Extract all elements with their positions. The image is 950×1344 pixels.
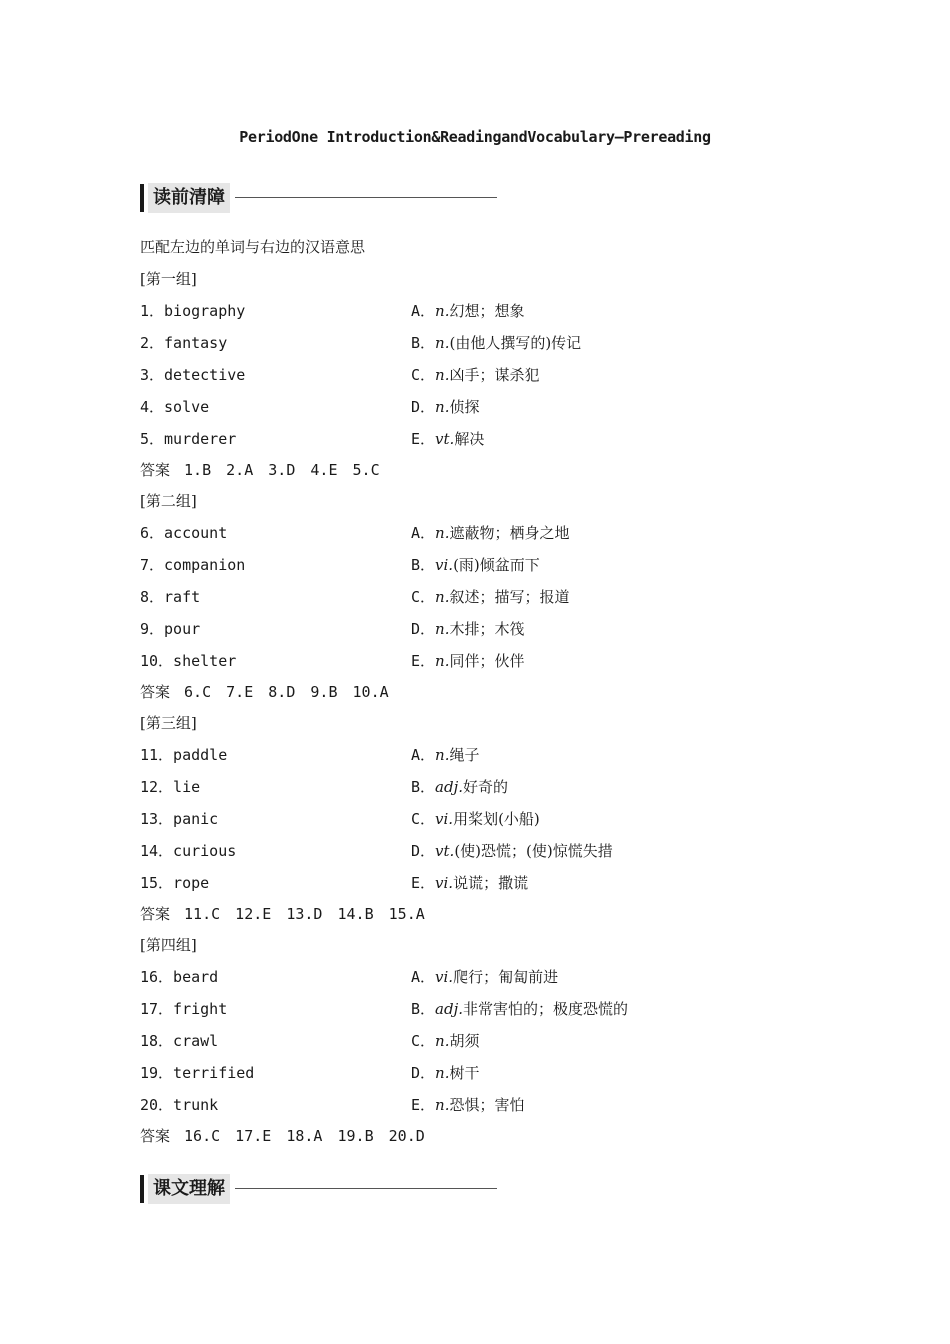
- vocab-meaning: [411, 967, 558, 987]
- option-letter: C．: [411, 587, 436, 606]
- part-of-speech: adj.: [435, 777, 463, 796]
- vocab-meaning: [411, 999, 628, 1019]
- vocab-row: [140, 555, 840, 577]
- part-of-speech: n.: [435, 1031, 450, 1050]
- part-of-speech: n.: [435, 365, 450, 384]
- option-letter: E．: [411, 429, 436, 448]
- meaning-text: 木排；木筏: [449, 619, 525, 638]
- answer-label: 答案: [140, 683, 171, 702]
- vocab-word: 6．account: [140, 523, 228, 542]
- vocab-meaning: [411, 301, 524, 321]
- part-of-speech: n.: [435, 1095, 450, 1114]
- group-label: [第一组]: [140, 270, 197, 288]
- vocab-row: [140, 999, 840, 1021]
- vocab-row: [140, 841, 840, 863]
- section-title: 读前清障: [148, 183, 230, 213]
- option-letter: A．: [411, 523, 436, 542]
- vocab-row: [140, 587, 840, 609]
- vocab-row: [140, 429, 840, 451]
- meaning-text: 非常害怕的；极度恐慌的: [463, 999, 629, 1018]
- instruction-text: 匹配左边的单词与右边的汉语意思: [140, 238, 366, 256]
- vocab-meaning: [411, 777, 508, 797]
- vocab-meaning: [411, 397, 479, 417]
- part-of-speech: adj.: [435, 999, 463, 1018]
- part-of-speech: n.: [435, 301, 450, 320]
- vocab-word: 12．lie: [140, 777, 201, 796]
- meaning-text: 叙述；描写；报道: [449, 587, 570, 606]
- vocab-row: [140, 809, 840, 831]
- meaning-text: 胡须: [449, 1031, 480, 1050]
- vocab-row: [140, 523, 840, 545]
- vocab-row: [140, 1063, 840, 1085]
- vocab-meaning: [411, 1095, 524, 1115]
- meaning-text: 好奇的: [463, 777, 509, 796]
- option-letter: D．: [411, 1063, 436, 1082]
- answer-line: [140, 904, 425, 924]
- vocab-meaning: [411, 619, 524, 639]
- vocab-meaning: [411, 523, 569, 543]
- section-bar: [140, 184, 144, 212]
- meaning-text: 幻想；想象: [449, 301, 525, 320]
- option-letter: B．: [411, 555, 436, 574]
- meaning-text: 说谎；撒谎: [453, 873, 529, 892]
- meaning-text: 侦探: [449, 397, 480, 416]
- option-letter: A．: [411, 967, 436, 986]
- option-letter: B．: [411, 333, 436, 352]
- vocab-meaning: [411, 745, 479, 765]
- answer-label: 答案: [140, 905, 171, 924]
- meaning-text: 用桨划(小船): [453, 809, 540, 828]
- part-of-speech: n.: [435, 619, 450, 638]
- vocab-word: 20．trunk: [140, 1095, 219, 1114]
- part-of-speech: vt.: [435, 841, 455, 860]
- vocab-meaning: [411, 429, 484, 449]
- vocab-meaning: [411, 587, 569, 607]
- option-letter: A．: [411, 745, 436, 764]
- vocab-row: [140, 967, 840, 989]
- option-letter: E．: [411, 651, 436, 670]
- vocab-word: 7．companion: [140, 555, 246, 574]
- part-of-speech: n.: [435, 333, 450, 352]
- part-of-speech: vi.: [435, 809, 454, 828]
- vocab-word: 11．paddle: [140, 745, 228, 764]
- section-rule: [235, 197, 497, 198]
- vocab-word: 14．curious: [140, 841, 237, 860]
- vocab-meaning: [411, 873, 528, 893]
- vocab-word: 9．pour: [140, 619, 201, 638]
- part-of-speech: vi.: [435, 967, 454, 986]
- meaning-text: 凶手；谋杀犯: [449, 365, 540, 384]
- option-letter: C．: [411, 365, 436, 384]
- answer-line: [140, 682, 389, 702]
- vocab-row: [140, 1031, 840, 1053]
- vocab-meaning: [411, 555, 540, 575]
- section-bar: [140, 1175, 144, 1203]
- group-label: [第三组]: [140, 714, 197, 732]
- answer-values: 6.C 7.E 8.D 9.B 10.A: [184, 683, 389, 702]
- option-letter: E．: [411, 1095, 436, 1114]
- vocab-word: 10．shelter: [140, 651, 237, 670]
- answer-values: 1.B 2.A 3.D 4.E 5.C: [184, 461, 380, 480]
- answer-label: 答案: [140, 461, 171, 480]
- meaning-text: 恐惧；害怕: [449, 1095, 525, 1114]
- vocab-word: 19．terrified: [140, 1063, 255, 1082]
- option-letter: D．: [411, 397, 436, 416]
- vocab-row: [140, 745, 840, 767]
- meaning-text: 爬行；匍匐前进: [453, 967, 559, 986]
- part-of-speech: n.: [435, 397, 450, 416]
- meaning-text: 绳子: [449, 745, 480, 764]
- group-label: [第二组]: [140, 492, 197, 510]
- vocab-word: 2．fantasy: [140, 333, 228, 352]
- vocab-word: 5．murderer: [140, 429, 237, 448]
- meaning-text: 遮蔽物；栖身之地: [449, 523, 570, 542]
- vocab-word: 16．beard: [140, 967, 219, 986]
- vocab-row: [140, 333, 840, 355]
- group-label: [第四组]: [140, 936, 197, 954]
- vocab-row: [140, 397, 840, 419]
- part-of-speech: n.: [435, 523, 450, 542]
- vocab-row: [140, 873, 840, 895]
- meaning-text: 解决: [454, 429, 485, 448]
- section-title: 课文理解: [148, 1174, 230, 1204]
- meaning-text: (由他人撰写的)传记: [449, 333, 582, 352]
- vocab-row: [140, 651, 840, 673]
- vocab-row: [140, 1095, 840, 1117]
- vocab-meaning: [411, 365, 539, 385]
- vocab-word: 15．rope: [140, 873, 210, 892]
- part-of-speech: vi.: [435, 555, 454, 574]
- answer-values: 11.C 12.E 13.D 14.B 15.A: [184, 905, 425, 924]
- section-header-comprehension: [140, 1174, 500, 1204]
- answer-line: [140, 460, 380, 480]
- section-header-prereading: [140, 183, 500, 213]
- part-of-speech: n.: [435, 745, 450, 764]
- option-letter: C．: [411, 809, 436, 828]
- option-letter: C．: [411, 1031, 436, 1050]
- vocab-word: 17．fright: [140, 999, 228, 1018]
- part-of-speech: vi.: [435, 873, 454, 892]
- option-letter: B．: [411, 777, 436, 796]
- vocab-word: 1．biography: [140, 301, 246, 320]
- part-of-speech: vt.: [435, 429, 455, 448]
- answer-values: 16.C 17.E 18.A 19.B 20.D: [184, 1127, 425, 1146]
- vocab-row: [140, 777, 840, 799]
- option-letter: D．: [411, 841, 436, 860]
- vocab-meaning: [411, 651, 524, 671]
- option-letter: B．: [411, 999, 436, 1018]
- vocab-word: 4．solve: [140, 397, 210, 416]
- page-title: PeriodOne Introduction&ReadingandVocabulary—Prereading: [239, 128, 711, 146]
- vocab-row: [140, 619, 840, 641]
- meaning-text: 树干: [449, 1063, 480, 1082]
- meaning-text: 同伴；伙伴: [449, 651, 525, 670]
- part-of-speech: n.: [435, 587, 450, 606]
- vocab-row: [140, 365, 840, 387]
- vocab-word: 8．raft: [140, 587, 201, 606]
- vocab-row: [140, 301, 840, 323]
- vocab-word: 13．panic: [140, 809, 219, 828]
- answer-line: [140, 1126, 425, 1146]
- vocab-meaning: [411, 1031, 479, 1051]
- meaning-text: (雨)倾盆而下: [453, 555, 540, 574]
- section-rule: [235, 1188, 497, 1189]
- meaning-text: (使)恐慌；(使)惊慌失措: [454, 841, 613, 860]
- answer-label: 答案: [140, 1127, 171, 1146]
- option-letter: D．: [411, 619, 436, 638]
- vocab-meaning: [411, 1063, 479, 1083]
- option-letter: E．: [411, 873, 436, 892]
- option-letter: A．: [411, 301, 436, 320]
- vocab-meaning: [411, 333, 581, 353]
- vocab-word: 18．crawl: [140, 1031, 219, 1050]
- vocab-meaning: [411, 809, 540, 829]
- vocab-meaning: [411, 841, 613, 861]
- part-of-speech: n.: [435, 651, 450, 670]
- vocab-word: 3．detective: [140, 365, 246, 384]
- part-of-speech: n.: [435, 1063, 450, 1082]
